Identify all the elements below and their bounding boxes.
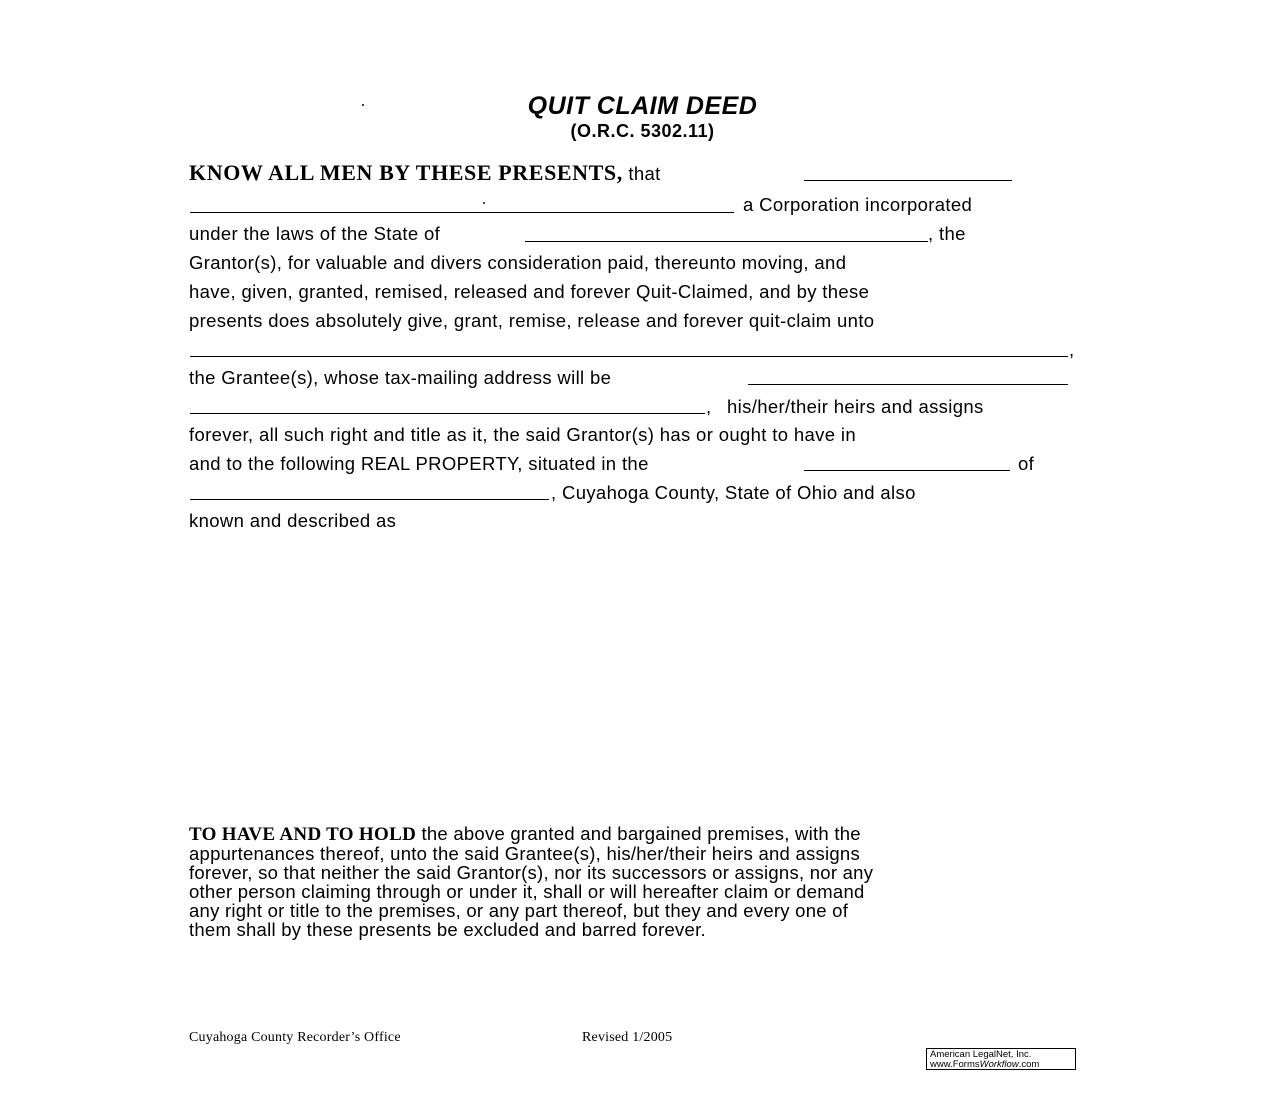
state-blank[interactable] [525,241,928,242]
municipality-blank[interactable] [804,470,1010,471]
heirs-text: his/her/their heirs and assigns [727,396,984,417]
state-of-text: under the laws of the State of [189,223,441,244]
county-text: , Cuyahoga County, State of Ohio and also [551,482,916,503]
publisher-url: www.FormsWorkflow.com [930,1059,1040,1070]
tax-address-blank-2[interactable] [190,413,705,414]
body-line-6: presents does absolutely give, grant, remise, release and forever quit-claim unto [189,310,875,331]
habendum-row: them shall by these presents be excluded and barred forever. [189,919,706,940]
body-line-5: have, given, granted, remised, released and forever Quit-Claimed, and by these [189,281,870,302]
publisher-stamp [926,1048,1076,1070]
body-line-4: Grantor(s), for valuable and divers consideration paid, thereunto moving, and [189,252,847,273]
grantor-name-blank-1[interactable] [804,180,1012,181]
habendum-text: the above granted and bargained premises, with the [421,823,861,844]
habendum-paragraph [189,824,1099,939]
of-text: of [1018,453,1035,474]
habendum-heading: TO HAVE AND TO HOLD [189,824,417,845]
recorder-office: Cuyahoga County Recorder’s Office [189,1030,401,1045]
grantor-name-blank-2[interactable] [190,212,734,213]
body-line-10: forever, all such right and title as it, the said Grantor(s) has or ought to have in [189,424,856,445]
habendum-row: appurtenances thereof, unto the said Grantee(s), his/her/their heirs and assigns [189,843,860,864]
the-text: , the [928,223,966,244]
statute-reference: (O.R.C. 5302.11) [570,121,715,141]
real-property-text: and to the following REAL PROPERTY, situated in the [189,453,649,474]
address-comma: , [706,396,712,417]
habendum-row [189,824,1099,844]
scan-speck [483,202,485,204]
described-as-text: known and described as [189,510,397,531]
grantee-name-blank[interactable] [190,356,1068,357]
document-title: QUIT CLAIM DEED [527,92,758,120]
habendum-row: forever, so that neither the said Grantor(s), nor its successors or assigns, nor any [189,862,874,883]
intro-heading: KNOW ALL MEN BY THESE PRESENTS, [189,160,623,185]
corporation-text: a Corporation incorporated [743,194,973,215]
location-blank[interactable] [190,499,549,500]
habendum-row: any right or title to the premises, or any part thereof, but they and every one of [189,900,849,921]
intro-that: that [628,163,661,184]
grantee-comma: , [1069,339,1075,360]
tax-address-text: the Grantee(s), whose tax-mailing address will be [189,367,612,388]
scan-speck [362,104,364,106]
publisher-name: American LegalNet, Inc. [930,1049,1032,1060]
tax-address-blank-1[interactable] [748,384,1068,385]
revision-date: Revised 1/2005 [582,1030,673,1045]
intro-line [189,160,661,186]
habendum-row: other person claiming through or under it, shall or will hereafter claim or demand [189,881,865,902]
